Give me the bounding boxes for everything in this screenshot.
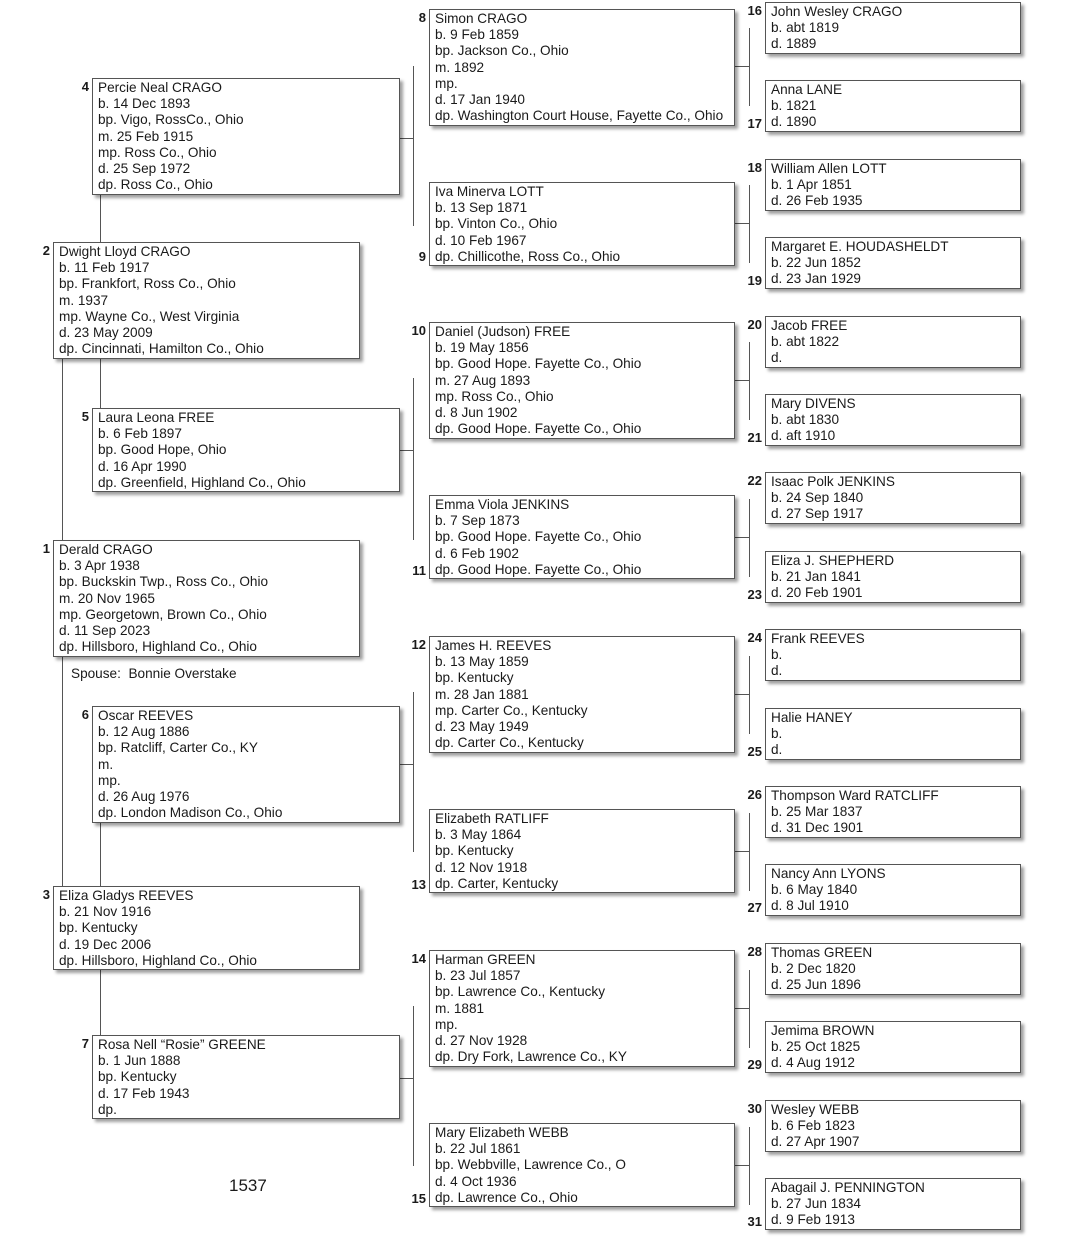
connector-line xyxy=(735,1165,749,1166)
birth-date: b. 1 Apr 1851 xyxy=(771,177,852,193)
death-date: d. 26 Aug 1976 xyxy=(98,789,190,805)
person-name: Jemima BROWN xyxy=(771,1023,875,1038)
birth-date: b. xyxy=(771,647,783,663)
birth-date: b. 14 Dec 1893 xyxy=(98,96,191,112)
death-place: dp. Good Hope. Fayette Co., Ohio xyxy=(435,561,642,577)
death-date: d. 23 May 2009 xyxy=(59,325,153,341)
person-name: Rosa Nell “Rosie” GREENE xyxy=(98,1037,266,1052)
person-box-8[interactable] xyxy=(429,9,735,126)
birth-place: bp. Ratcliff, Carter Co., KY xyxy=(98,740,258,756)
death-date: d. 1890 xyxy=(771,114,817,130)
birth-place: bp. Kentucky xyxy=(59,920,138,936)
death-place: dp. Hillsboro, Highland Co., Ohio xyxy=(59,952,257,968)
birth-date: b. 22 Jun 1852 xyxy=(771,255,861,271)
birth-date: b. 12 Aug 1886 xyxy=(98,724,190,740)
spouse-name: Bonnie Overstake xyxy=(128,666,237,681)
person-box-9[interactable] xyxy=(429,182,735,266)
birth-date: b. 1821 xyxy=(771,98,817,114)
person-box-16[interactable] xyxy=(765,2,1021,54)
connector-line xyxy=(735,66,749,67)
birth-date: b. 22 Jul 1861 xyxy=(435,1141,521,1157)
person-box-2[interactable] xyxy=(53,242,360,359)
marriage-place: mp. Wayne Co., West Virginia xyxy=(59,308,240,324)
person-box-15[interactable] xyxy=(429,1123,735,1207)
birth-place: bp. Vinton Co., Ohio xyxy=(435,216,558,232)
person-box-28[interactable] xyxy=(765,943,1021,995)
person-name: Percie Neal CRAGO xyxy=(98,80,222,95)
ahnentafel-number: 20 xyxy=(747,317,762,332)
death-place: dp. Dry Fork, Lawrence Co., KY xyxy=(435,1049,627,1065)
death-date: d. 25 Sep 1972 xyxy=(98,161,191,177)
ahnentafel-number: 4 xyxy=(81,79,89,94)
ahnentafel-number: 8 xyxy=(418,10,426,25)
marriage-place: mp. xyxy=(435,75,458,91)
birth-date: b. 3 May 1864 xyxy=(435,827,522,843)
marriage-date: m. 28 Jan 1881 xyxy=(435,686,529,702)
ahnentafel-number: 23 xyxy=(747,587,762,602)
person-box-22[interactable] xyxy=(765,472,1021,524)
ahnentafel-number: 2 xyxy=(42,243,50,258)
person-name: Derald CRAGO xyxy=(59,542,153,557)
death-place: dp. Washington Court House, Fayette Co., Ohio xyxy=(435,108,724,124)
death-date: d. xyxy=(771,663,783,679)
ahnentafel-number: 12 xyxy=(411,637,426,652)
birth-place: bp. Buckskin Twp., Ross Co., Ohio xyxy=(59,574,269,590)
death-date: d. 4 Oct 1936 xyxy=(435,1173,517,1189)
death-place: dp. London Madison Co., Ohio xyxy=(98,805,283,821)
death-date: d. xyxy=(771,350,783,366)
connector-line xyxy=(749,1127,750,1205)
connector-line xyxy=(62,656,63,886)
ahnentafel-number: 1 xyxy=(42,541,50,556)
death-date: d. 1889 xyxy=(771,36,817,52)
death-date: d. 9 Feb 1913 xyxy=(771,1212,855,1228)
death-date: d. xyxy=(771,742,783,758)
death-place: dp. xyxy=(98,1101,117,1117)
birth-place: bp. Good Hope. Fayette Co., Ohio xyxy=(435,529,642,545)
ahnentafel-number: 14 xyxy=(411,951,426,966)
person-name: Mary Elizabeth WEBB xyxy=(435,1125,569,1140)
death-place: dp. Good Hope. Fayette Co., Ohio xyxy=(435,421,642,437)
connector-line xyxy=(413,378,414,540)
birth-date: b. 9 Feb 1859 xyxy=(435,27,519,43)
death-date: d. 31 Dec 1901 xyxy=(771,820,864,836)
person-box-5[interactable] xyxy=(92,408,400,492)
person-box-19[interactable] xyxy=(765,237,1021,289)
ahnentafel-number: 15 xyxy=(411,1191,426,1206)
ahnentafel-number: 13 xyxy=(411,877,426,892)
person-box-13[interactable] xyxy=(429,809,735,893)
birth-date: b. 23 Jul 1857 xyxy=(435,968,521,984)
person-box-30[interactable] xyxy=(765,1100,1021,1152)
marriage-date: m. 1881 xyxy=(435,1000,485,1016)
birth-date: b. 7 Sep 1873 xyxy=(435,513,520,529)
death-date: d. 8 Jun 1902 xyxy=(435,405,518,421)
ahnentafel-number: 26 xyxy=(747,787,762,802)
death-date: d. 8 Jul 1910 xyxy=(771,898,849,914)
marriage-date: m. 27 Aug 1893 xyxy=(435,372,531,388)
person-box-24[interactable] xyxy=(765,629,1021,681)
connector-line xyxy=(735,694,749,695)
death-date: d. 20 Feb 1901 xyxy=(771,585,863,601)
connector-line xyxy=(749,499,750,577)
marriage-date: m. 1937 xyxy=(59,292,109,308)
birth-date: b. 21 Jan 1841 xyxy=(771,569,861,585)
ahnentafel-number: 28 xyxy=(747,944,762,959)
death-date: d. 27 Apr 1907 xyxy=(771,1134,860,1150)
person-name: Frank REEVES xyxy=(771,631,865,646)
death-date: d. 19 Dec 2006 xyxy=(59,936,152,952)
death-place: dp. Ross Co., Ohio xyxy=(98,177,213,193)
connector-line xyxy=(749,813,750,891)
connector-line xyxy=(413,1006,414,1166)
connector-line xyxy=(399,1078,413,1079)
death-date: d. 26 Feb 1935 xyxy=(771,193,863,209)
death-place: dp. Greenfield, Highland Co., Ohio xyxy=(98,474,306,490)
person-name: Eliza J. SHEPHERD xyxy=(771,553,895,568)
person-name: William Allen LOTT xyxy=(771,161,887,176)
connector-line xyxy=(749,28,750,106)
marriage-place: mp. xyxy=(98,772,121,788)
marriage-place: mp. xyxy=(435,1016,458,1032)
ahnentafel-number: 22 xyxy=(747,473,762,488)
ahnentafel-number: 17 xyxy=(747,116,762,131)
person-name: Mary DIVENS xyxy=(771,396,856,411)
connector-line xyxy=(735,851,749,852)
person-name: Harman GREEN xyxy=(435,952,536,967)
connector-line xyxy=(749,342,750,420)
person-name: Iva Minerva LOTT xyxy=(435,184,544,199)
person-box-4[interactable] xyxy=(92,78,400,195)
birth-date: b. 21 Nov 1916 xyxy=(59,904,152,920)
birth-place: bp. Kentucky xyxy=(435,670,514,686)
marriage-place: mp. Ross Co., Ohio xyxy=(435,388,554,404)
person-name: Oscar REEVES xyxy=(98,708,194,723)
connector-line xyxy=(735,223,749,224)
marriage-place: mp. Georgetown, Brown Co., Ohio xyxy=(59,606,267,622)
death-place: dp. Carter Co., Kentucky xyxy=(435,735,584,751)
marriage-date: m. 25 Feb 1915 xyxy=(98,128,194,144)
connector-line xyxy=(749,970,750,1048)
person-box-10[interactable] xyxy=(429,322,735,439)
ahnentafel-number: 30 xyxy=(747,1101,762,1116)
death-date: d. 27 Sep 1917 xyxy=(771,506,864,522)
person-name: Eliza Gladys REEVES xyxy=(59,888,194,903)
person-box-20[interactable] xyxy=(765,316,1021,368)
spouse-label: Spouse: xyxy=(71,666,121,681)
death-date: d. 17 Feb 1943 xyxy=(98,1085,190,1101)
person-name: Abagail J. PENNINGTON xyxy=(771,1180,925,1195)
connector-line xyxy=(100,822,101,886)
person-box-27[interactable] xyxy=(765,864,1021,916)
connector-line xyxy=(399,764,413,765)
birth-date: b. 24 Sep 1840 xyxy=(771,490,864,506)
death-place: dp. Chillicothe, Ross Co., Ohio xyxy=(435,248,621,264)
person-name: Isaac Polk JENKINS xyxy=(771,474,895,489)
connector-line xyxy=(399,450,413,451)
birth-place: bp. Good Hope. Fayette Co., Ohio xyxy=(435,356,642,372)
person-box-14[interactable] xyxy=(429,950,735,1067)
death-place: dp. Carter, Kentucky xyxy=(435,875,559,891)
marriage-date: m. xyxy=(98,756,114,772)
connector-line xyxy=(100,195,101,242)
birth-date: b. abt 1819 xyxy=(771,20,840,36)
death-date: d. 12 Nov 1918 xyxy=(435,859,528,875)
ahnentafel-number: 10 xyxy=(411,323,426,338)
marriage-date: m. 20 Nov 1965 xyxy=(59,590,155,606)
person-box-7[interactable] xyxy=(92,1035,400,1119)
person-box-11[interactable] xyxy=(429,495,735,579)
ahnentafel-number: 27 xyxy=(747,900,762,915)
person-box-6[interactable] xyxy=(92,706,400,823)
connector-line xyxy=(100,969,101,1035)
birth-date: b. 3 Apr 1938 xyxy=(59,558,140,574)
person-box-25[interactable] xyxy=(765,708,1021,760)
death-date: d. 17 Jan 1940 xyxy=(435,92,525,108)
ahnentafel-number: 7 xyxy=(81,1036,89,1051)
birth-date: b. 27 Jun 1834 xyxy=(771,1196,861,1212)
birth-date: b. 13 May 1859 xyxy=(435,654,529,670)
connector-line xyxy=(735,1008,749,1009)
birth-place: bp. Vigo, RossCo., Ohio xyxy=(98,112,244,128)
birth-date: b. abt 1822 xyxy=(771,334,840,350)
ahnentafel-number: 5 xyxy=(81,409,89,424)
birth-place: bp. Lawrence Co., Kentucky xyxy=(435,984,606,1000)
connector-line xyxy=(413,692,414,852)
person-box-3[interactable] xyxy=(53,886,360,970)
person-name: Nancy Ann LYONS xyxy=(771,866,886,881)
person-name: Halie HANEY xyxy=(771,710,853,725)
death-place: dp. Hillsboro, Highland Co., Ohio xyxy=(59,639,257,655)
ahnentafel-number: 6 xyxy=(81,707,89,722)
birth-date: b. 19 May 1856 xyxy=(435,340,529,356)
ahnentafel-number: 25 xyxy=(747,744,762,759)
person-name: Emma Viola JENKINS xyxy=(435,497,570,512)
connector-line xyxy=(735,380,749,381)
person-name: Margaret E. HOUDASHELDT xyxy=(771,239,949,254)
birth-date: b. 25 Mar 1837 xyxy=(771,804,863,820)
person-name: Laura Leona FREE xyxy=(98,410,215,425)
person-box-26[interactable] xyxy=(765,786,1021,838)
ahnentafel-number: 3 xyxy=(42,887,50,902)
birth-date: b. 11 Feb 1917 xyxy=(59,260,150,276)
person-name: Daniel (Judson) FREE xyxy=(435,324,571,339)
death-date: d. 23 May 1949 xyxy=(435,719,529,735)
ahnentafel-number: 18 xyxy=(747,160,762,175)
person-box-31[interactable] xyxy=(765,1178,1021,1230)
ahnentafel-number: 21 xyxy=(747,430,762,445)
death-date: d. 4 Aug 1912 xyxy=(771,1055,855,1071)
marriage-date: m. 1892 xyxy=(435,59,485,75)
ahnentafel-number: 9 xyxy=(418,249,426,264)
marriage-place: mp. Ross Co., Ohio xyxy=(98,144,217,160)
person-name: Anna LANE xyxy=(771,82,843,97)
person-box-1[interactable] xyxy=(53,540,360,657)
page-number: 1537 xyxy=(229,1176,267,1195)
birth-place: bp. Kentucky xyxy=(98,1069,177,1085)
person-name: Thompson Ward RATCLIFF xyxy=(771,788,939,803)
person-name: John Wesley CRAGO xyxy=(771,4,903,19)
connector-line xyxy=(62,358,63,540)
birth-date: b. 6 Feb 1897 xyxy=(98,426,182,442)
birth-place: bp. Kentucky xyxy=(435,843,514,859)
death-place: dp. Lawrence Co., Ohio xyxy=(435,1189,578,1205)
ahnentafel-number: 16 xyxy=(747,3,762,18)
birth-place: bp. Good Hope, Ohio xyxy=(98,442,227,458)
person-box-23[interactable] xyxy=(765,551,1021,603)
connector-line xyxy=(100,358,101,408)
ahnentafel-number: 29 xyxy=(747,1057,762,1072)
death-date: d. 6 Feb 1902 xyxy=(435,545,519,561)
person-box-12[interactable] xyxy=(429,636,735,753)
death-date: d. 11 Sep 2023 xyxy=(59,623,151,639)
ahnentafel-number: 11 xyxy=(412,563,426,578)
person-name: Dwight Lloyd CRAGO xyxy=(59,244,191,259)
death-date: d. 25 Jun 1896 xyxy=(771,977,861,993)
birth-date: b. xyxy=(771,726,783,742)
death-date: d. 10 Feb 1967 xyxy=(435,232,527,248)
connector-line xyxy=(749,656,750,734)
person-box-18[interactable] xyxy=(765,159,1021,211)
ahnentafel-number: 19 xyxy=(747,273,762,288)
birth-date: b. 6 May 1840 xyxy=(771,882,858,898)
birth-place: bp. Webbville, Lawrence Co., O xyxy=(435,1157,626,1173)
person-name: Simon CRAGO xyxy=(435,11,528,26)
person-box-21[interactable] xyxy=(765,394,1021,446)
birth-date: b. 1 Jun 1888 xyxy=(98,1053,181,1069)
death-place: dp. Cincinnati, Hamilton Co., Ohio xyxy=(59,341,264,357)
death-date: d. aft 1910 xyxy=(771,428,836,444)
person-name: Elizabeth RATLIFF xyxy=(435,811,549,826)
connector-line xyxy=(413,66,414,226)
connector-line xyxy=(399,138,413,139)
birth-place: bp. Jackson Co., Ohio xyxy=(435,43,569,59)
ahnentafel-number: 31 xyxy=(747,1214,762,1229)
person-name: Wesley WEBB xyxy=(771,1102,860,1117)
death-date: d. 23 Jan 1929 xyxy=(771,271,861,287)
connector-line xyxy=(749,185,750,263)
marriage-place: mp. Carter Co., Kentucky xyxy=(435,702,588,718)
birth-date: b. 2 Dec 1820 xyxy=(771,961,856,977)
person-box-17[interactable] xyxy=(765,80,1021,132)
connector-line xyxy=(735,537,749,538)
birth-place: bp. Frankfort, Ross Co., Ohio xyxy=(59,276,236,292)
ahnentafel-number: 24 xyxy=(747,630,762,645)
person-box-29[interactable] xyxy=(765,1021,1021,1073)
birth-date: b. 13 Sep 1871 xyxy=(435,200,528,216)
death-date: d. 27 Nov 1928 xyxy=(435,1033,528,1049)
birth-date: b. abt 1830 xyxy=(771,412,840,428)
spouse-line xyxy=(71,666,237,681)
person-name: Thomas GREEN xyxy=(771,945,873,960)
death-date: d. 16 Apr 1990 xyxy=(98,458,187,474)
person-name: James H. REEVES xyxy=(435,638,552,653)
birth-date: b. 25 Oct 1825 xyxy=(771,1039,861,1055)
birth-date: b. 6 Feb 1823 xyxy=(771,1118,855,1134)
person-name: Jacob FREE xyxy=(771,318,848,333)
